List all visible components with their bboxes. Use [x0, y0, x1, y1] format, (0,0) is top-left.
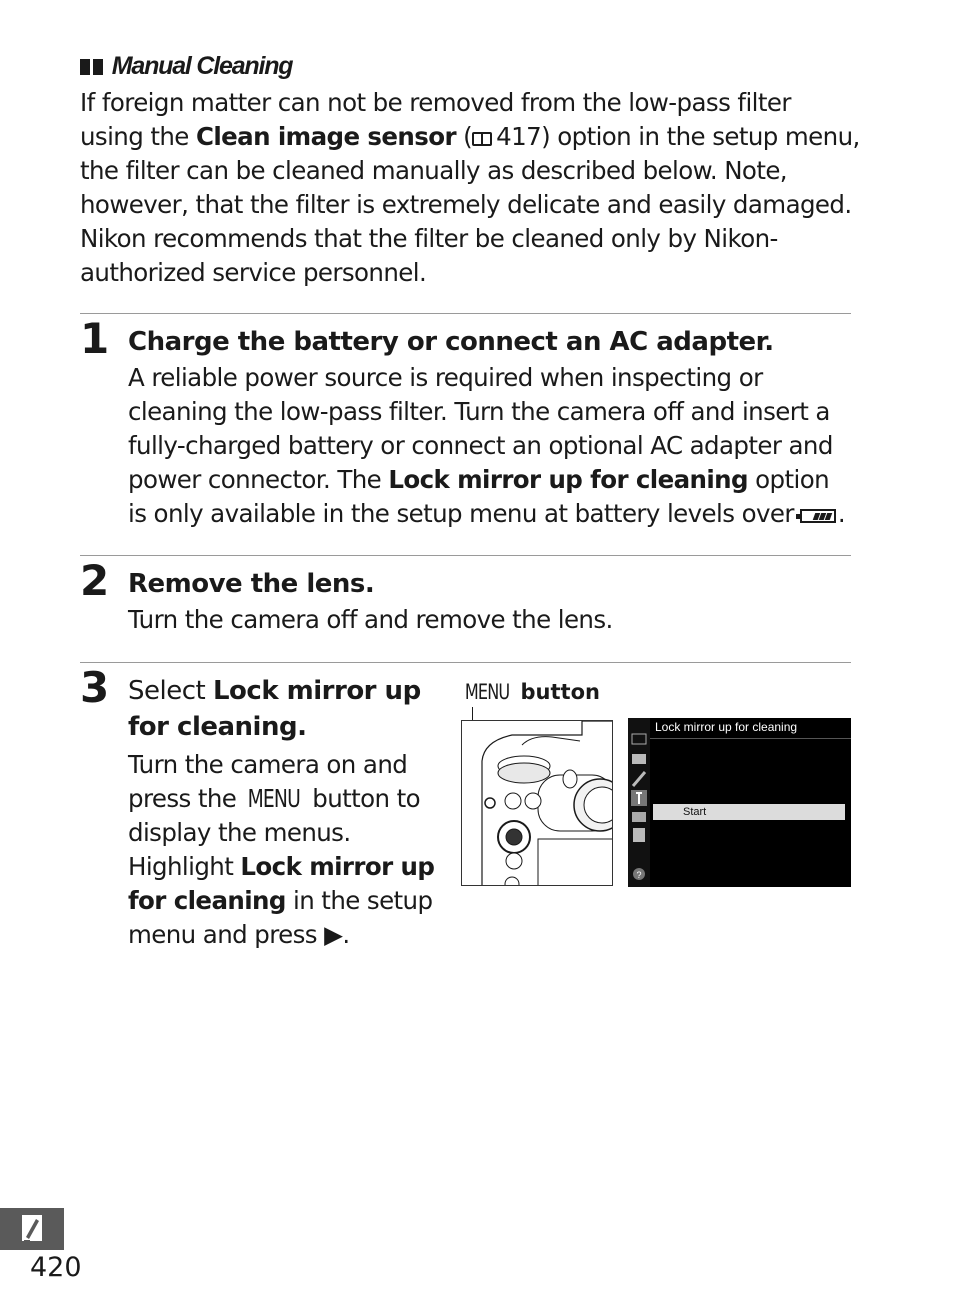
step-title: Select Lock mirror up for cleaning. [128, 676, 421, 742]
divider [80, 555, 851, 556]
step-number: 1 [80, 314, 110, 363]
svg-text:?: ? [636, 870, 642, 880]
book-icon [472, 132, 492, 146]
figure-caption: MENU button [464, 680, 600, 704]
step-body: A reliable power source is required when inspecting or cleaning the low-pass filter. Turn the camera off and insert a fully-charged battery or connect an optional AC adapter and power connector. The Lock mirror up for cleaning option is only available in the setup menu at battery levels over . [128, 363, 846, 528]
menu-sidebar [628, 718, 650, 887]
camera-illustration [461, 720, 613, 886]
screen-title: Lock mirror up for cleaning [655, 720, 798, 734]
section-title: Manual Cleaning [111, 52, 293, 80]
battery-icon [800, 509, 836, 523]
divider [80, 313, 851, 314]
step-title: Charge the battery or connect an AC adapter. [128, 327, 774, 357]
intro-paragraph: If foreign matter can not be removed from the low-pass filter using the Clean image sensor ( 417) option in the setup menu, the filter can be cleaned manually as described below. Note, however, that the filter is extremely delicate and easily damaged. Nikon recommends that the filter be cleaned only by Nikon-authorized service personnel. [80, 88, 860, 287]
menu-screen [628, 718, 851, 887]
step-body: Turn the camera on and press the MENU button to display the menus. Highlight Lock mirror up for cleaning in the setup menu and press ▶. [128, 750, 435, 949]
divider [80, 662, 851, 663]
camera-drawing [462, 721, 613, 886]
section-heading [80, 52, 292, 81]
menu-item-start[interactable]: Start [653, 804, 845, 820]
step-title: Remove the lens. [128, 569, 375, 599]
step-number: 3 [80, 663, 110, 712]
page-number: 420 [30, 1252, 82, 1283]
screen-separator [650, 738, 851, 739]
step-number: 2 [80, 556, 110, 605]
pencil-notes-icon [0, 1208, 64, 1250]
step-body: Turn the camera off and remove the lens. [128, 605, 613, 634]
